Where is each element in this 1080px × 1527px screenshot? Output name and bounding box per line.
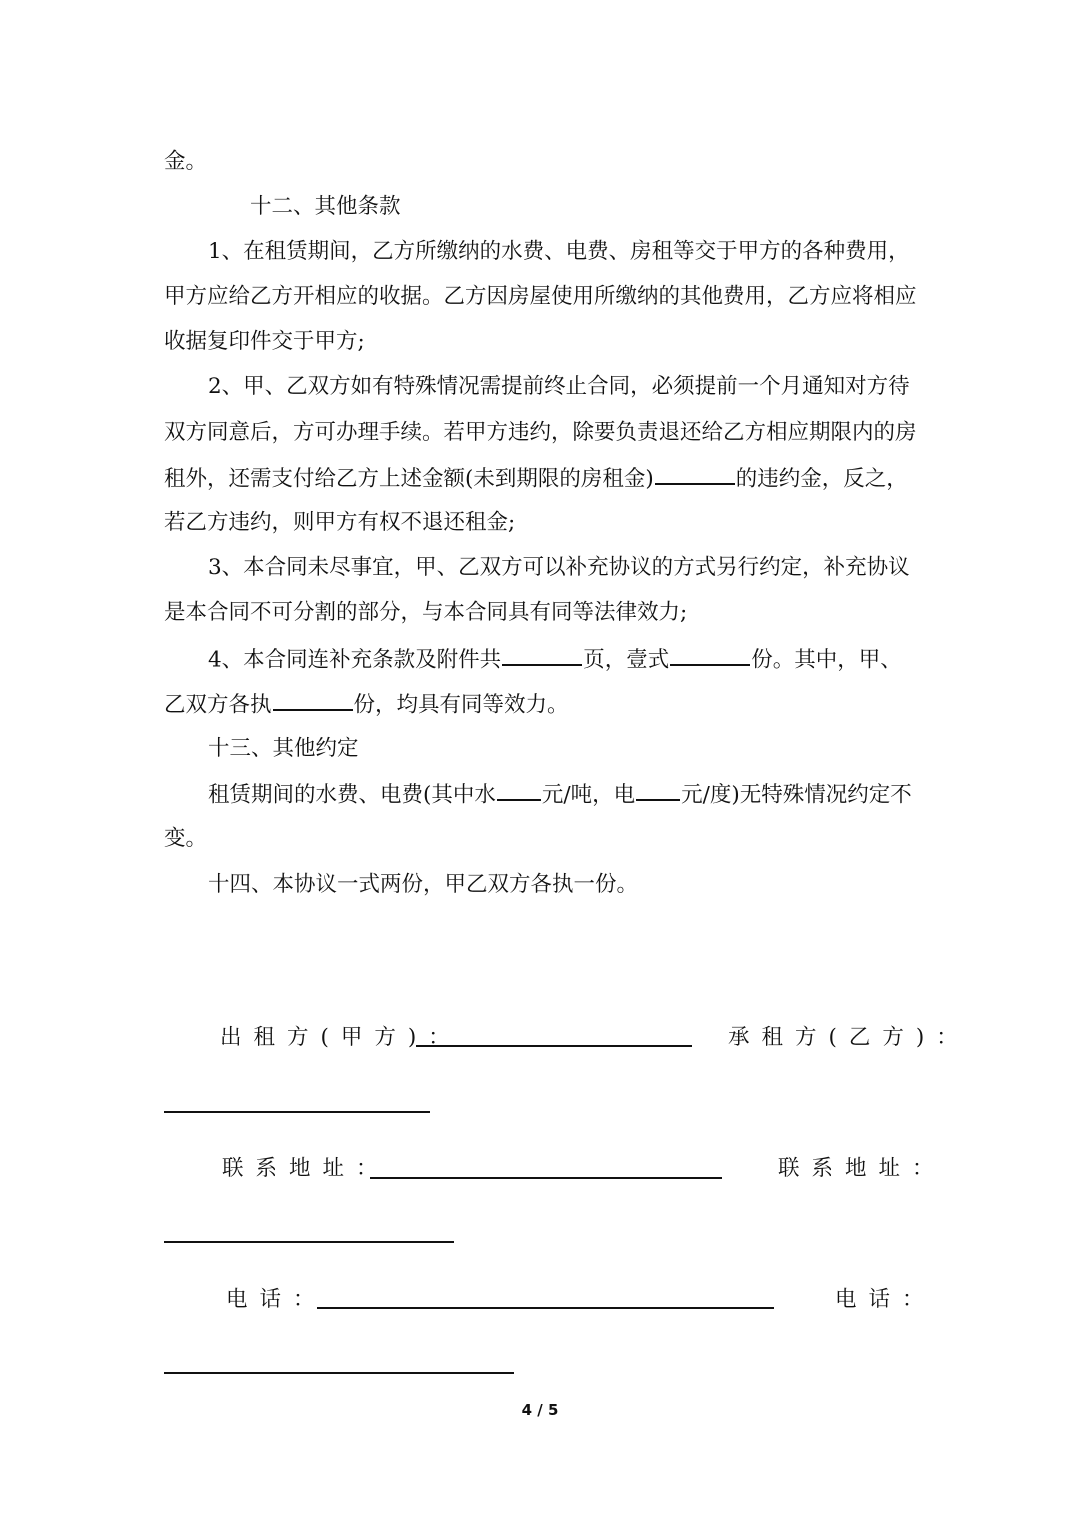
clause-1-line: 1、在租赁期间，乙方所缴纳的水费、电费、房租等交于甲方的各种费用， — [208, 239, 910, 264]
section-13-text: 租赁期间的水费、电费(其中水 — [208, 782, 496, 808]
clause-3-line: 是本合同不可分割的部分，与本合同具有同等法律效力; — [164, 600, 688, 625]
clause-2-line: 若乙方违约，则甲方有权不退还租金; — [164, 510, 516, 535]
section-13-line — [208, 779, 968, 810]
lessor-signature-line[interactable] — [416, 1045, 692, 1047]
clause-2-line: 2、甲、乙双方如有特殊情况需提前终止合同，必须提前一个月通知对方待 — [208, 374, 910, 399]
clause-4-text: 页，壹式 — [583, 647, 670, 673]
section-13-text: 元/度)无特殊情况约定不 — [681, 782, 912, 808]
lessor-address-label: 联系地址： — [222, 1156, 390, 1181]
page-count-blank[interactable] — [502, 644, 582, 666]
section-13-text: 元/吨，电 — [541, 782, 636, 808]
clause-1-line: 甲方应给乙方开相应的收据。乙方因房屋使用所缴纳的其他费用，乙方应将相应 — [164, 284, 917, 309]
lessee-phone-line[interactable] — [164, 1372, 514, 1374]
water-price-blank[interactable] — [497, 779, 541, 801]
clause-4-text: 份。其中，甲、 — [751, 647, 902, 673]
lessee-signature-line[interactable] — [164, 1111, 430, 1113]
clause-2-line — [164, 463, 924, 494]
clause-2-line: 双方同意后，方可办理手续。若甲方违约，除要负责退还给乙方相应期限内的房 — [164, 420, 917, 445]
clause-4-line — [208, 644, 968, 675]
each-copy-blank[interactable] — [273, 689, 353, 711]
clause-4-text: 乙双方各执 — [164, 692, 272, 718]
section-heading-12: 十二、其他条款 — [250, 194, 401, 219]
lessor-phone-label: 电话： — [226, 1287, 327, 1312]
lessor-label: 出租方(甲方)： — [220, 1025, 462, 1050]
clause-2-text: 的违约金，反之， — [735, 466, 908, 492]
text-line: 金。 — [164, 149, 208, 174]
clause-1-line: 收据复印件交于甲方; — [164, 329, 365, 354]
section-heading-14: 十四、本协议一式两份，甲乙双方各执一份。 — [208, 872, 639, 897]
clause-4-text: 份，均具有同等效力。 — [353, 692, 569, 718]
penalty-amount-blank[interactable] — [655, 463, 735, 485]
lessee-address-line[interactable] — [164, 1241, 454, 1243]
copy-count-blank[interactable] — [670, 644, 750, 666]
lessee-label: 承租方(乙方)： — [728, 1025, 970, 1050]
electricity-price-blank[interactable] — [636, 779, 680, 801]
clause-4-line — [164, 689, 924, 720]
lessee-phone-label: 电话： — [835, 1287, 936, 1312]
clause-2-text: 租外，还需支付给乙方上述金额(未到期限的房租金) — [164, 466, 654, 492]
page-number: 4 / 5 — [521, 1401, 559, 1419]
section-13-line: 变。 — [164, 826, 208, 851]
clause-3-line: 3、本合同未尽事宜，甲、乙双方可以补充协议的方式另行约定，补充协议 — [208, 555, 910, 580]
lessor-address-line[interactable] — [370, 1177, 722, 1179]
lessor-phone-line[interactable] — [317, 1307, 774, 1309]
section-heading-13: 十三、其他约定 — [208, 736, 359, 761]
lessee-address-label: 联系地址： — [778, 1156, 946, 1181]
clause-4-text: 4、本合同连补充条款及附件共 — [208, 647, 502, 673]
